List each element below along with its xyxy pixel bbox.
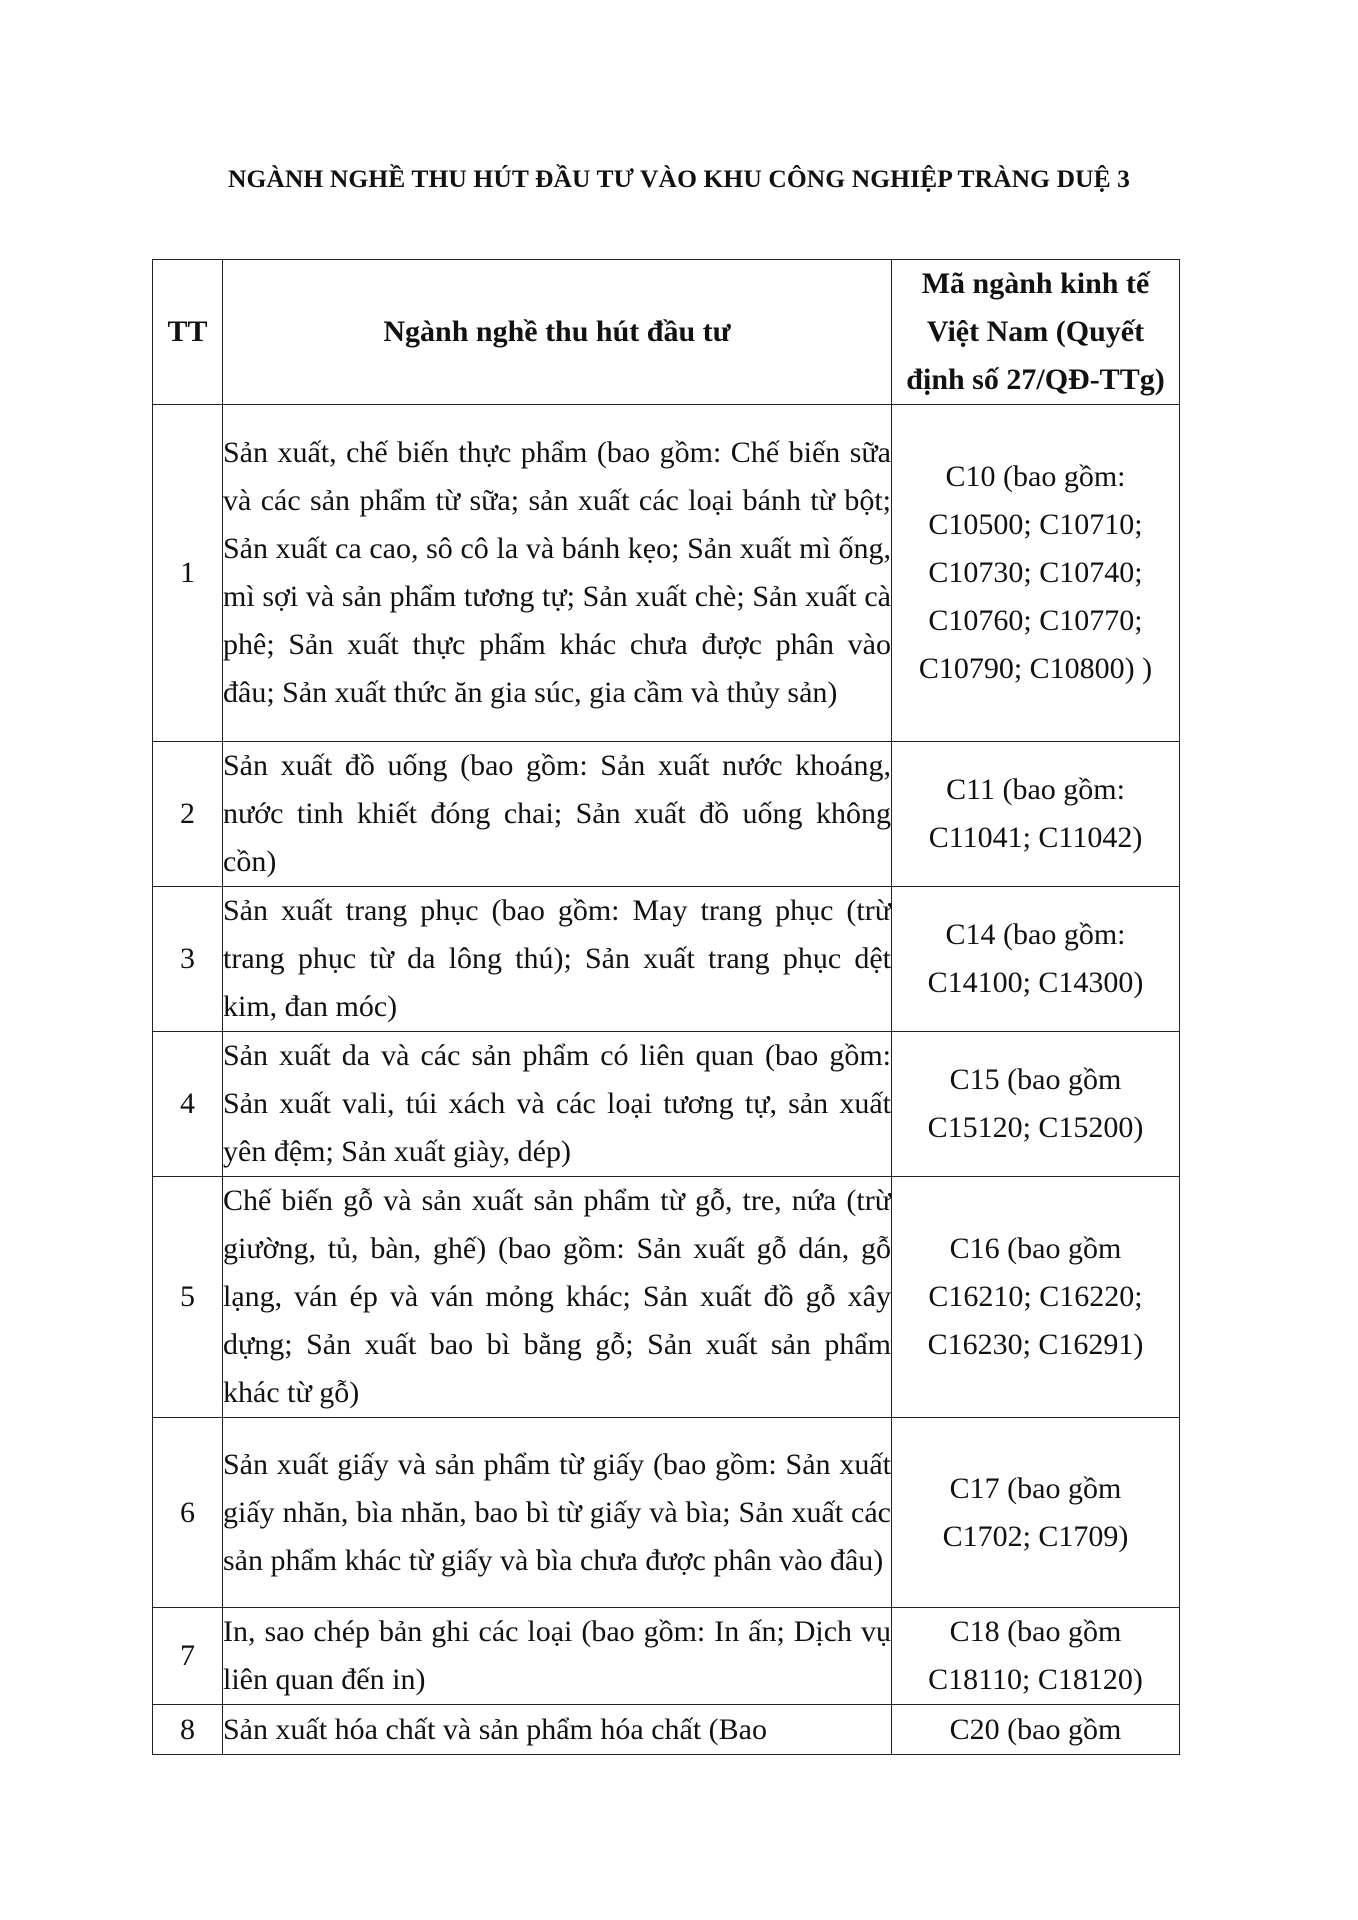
table-row [153,742,1180,887]
industry-code [892,405,1180,742]
industry-code [892,887,1180,1032]
industry-code-line: C18110; C18120) [928,1663,1143,1696]
document-title: NGÀNH NGHỀ THU HÚT ĐẦU TƯ VÀO KHU CÔNG NGHIỆP TRÀNG DUỆ 3 [227,164,1131,193]
table-header-row [153,260,1180,405]
row-number: 3 [153,887,223,1032]
table-row [153,1032,1180,1177]
industry-description: Sản xuất giấy và sản phẩm từ giấy (bao gồm: Sản xuất giấy nhăn, bìa nhăn, bao bì từ giấy và bìa; Sản xuất các sản phẩm khác từ giấy và bìa chưa được phân vào đâu) [223,1418,892,1608]
row-number: 1 [153,405,223,742]
industry-table [152,259,1180,1755]
row-number: 8 [153,1705,223,1755]
industry-code-line: C20 (bao gồm [949,1712,1122,1746]
industry-code-line: C10760; C10770; [928,604,1143,637]
row-number: 6 [153,1418,223,1608]
row-number: 7 [153,1608,223,1705]
table-body [153,405,1180,1755]
industry-description: Chế biến gỗ và sản xuất sản phẩm từ gỗ, tre, nứa (trừ giường, tủ, bàn, ghế) (bao gồm: Sản xuất gỗ dán, gỗ lạng, ván ép và ván mỏng khác; Sản xuất đồ gỗ xây dựng; Sản xuất bao bì bằng gỗ; Sản xuất sản phẩm khác từ gỗ) [223,1177,892,1418]
industry-description: Sản xuất hóa chất và sản phẩm hóa chất (Bao [223,1705,892,1755]
industry-code-line: C1702; C1709) [942,1519,1129,1553]
industry-code-line: C16 (bao gồm [949,1232,1122,1265]
industry-code-line: C16210; C16220; [928,1280,1143,1313]
industry-code-line: C16230; C16291) [927,1328,1144,1361]
header-code [892,260,1180,405]
industry-code-line: C11041; C11042) [928,821,1143,854]
industry-code-line: C11 (bao gồm: [946,773,1125,806]
industry-code-line: C14100; C14300) [927,966,1144,999]
industry-code-line: C10730; C10740; [928,556,1143,589]
industry-description: In, sao chép bản ghi các loại (bao gồm: In ấn; Dịch vụ liên quan đến in) [223,1608,892,1705]
industry-code [892,1705,1180,1755]
table-row [153,1608,1180,1705]
industry-code [892,1608,1180,1705]
header-tt: TT [153,260,223,405]
header-industry: Ngành nghề thu hút đầu tư [223,260,892,405]
industry-code [892,742,1180,887]
table-row [153,1705,1180,1755]
industry-code-line: C17 (bao gồm [949,1471,1122,1505]
industry-code [892,1177,1180,1418]
row-number: 4 [153,1032,223,1177]
table-row [153,1418,1180,1608]
industry-code-line: C14 (bao gồm: [945,918,1126,951]
industry-code-line: C18 (bao gồm [949,1615,1122,1648]
row-number: 2 [153,742,223,887]
table-row [153,887,1180,1032]
header-code-line: Việt Nam (Quyết [926,315,1145,348]
industry-code [892,1418,1180,1608]
industry-description: Sản xuất da và các sản phẩm có liên quan (bao gồm: Sản xuất vali, túi xách và các loại tương tự, sản xuất yên đệm; Sản xuất giày, dép) [223,1032,892,1177]
industry-description: Sản xuất trang phục (bao gồm: May trang phục (trừ trang phục từ da lông thú); Sản xuất trang phục dệt kim, đan móc) [223,887,892,1032]
row-number: 5 [153,1177,223,1418]
header-code-line: định số 27/QĐ-TTg) [906,363,1165,396]
table-row [153,405,1180,742]
table-row [153,1177,1180,1418]
industry-code-line: C15 (bao gồm [949,1063,1122,1096]
industry-code-line: C10790; C10800) ) [918,652,1153,685]
industry-description: Sản xuất đồ uống (bao gồm: Sản xuất nước khoáng, nước tinh khiết đóng chai; Sản xuất đồ uống không cồn) [223,742,892,887]
industry-code-line: C15120; C15200) [927,1111,1144,1144]
industry-code [892,1032,1180,1177]
industry-code-line: C10 (bao gồm: [945,460,1126,493]
industry-code-line: C10500; C10710; [928,508,1143,541]
industry-description: Sản xuất, chế biến thực phẩm (bao gồm: Chế biến sữa và các sản phẩm từ sữa; sản xuất các loại bánh từ bột; Sản xuất ca cao, sô cô la và bánh kẹo; Sản xuất mì ống, mì sợi và sản phẩm tương tự; Sản xuất chè; Sản xuất cà phê; Sản xuất thực phẩm khác chưa được phân vào đâu; Sản xuất thức ăn gia súc, gia cầm và thủy sản) [223,405,892,742]
header-code-line: Mã ngành kinh tế [921,267,1150,300]
